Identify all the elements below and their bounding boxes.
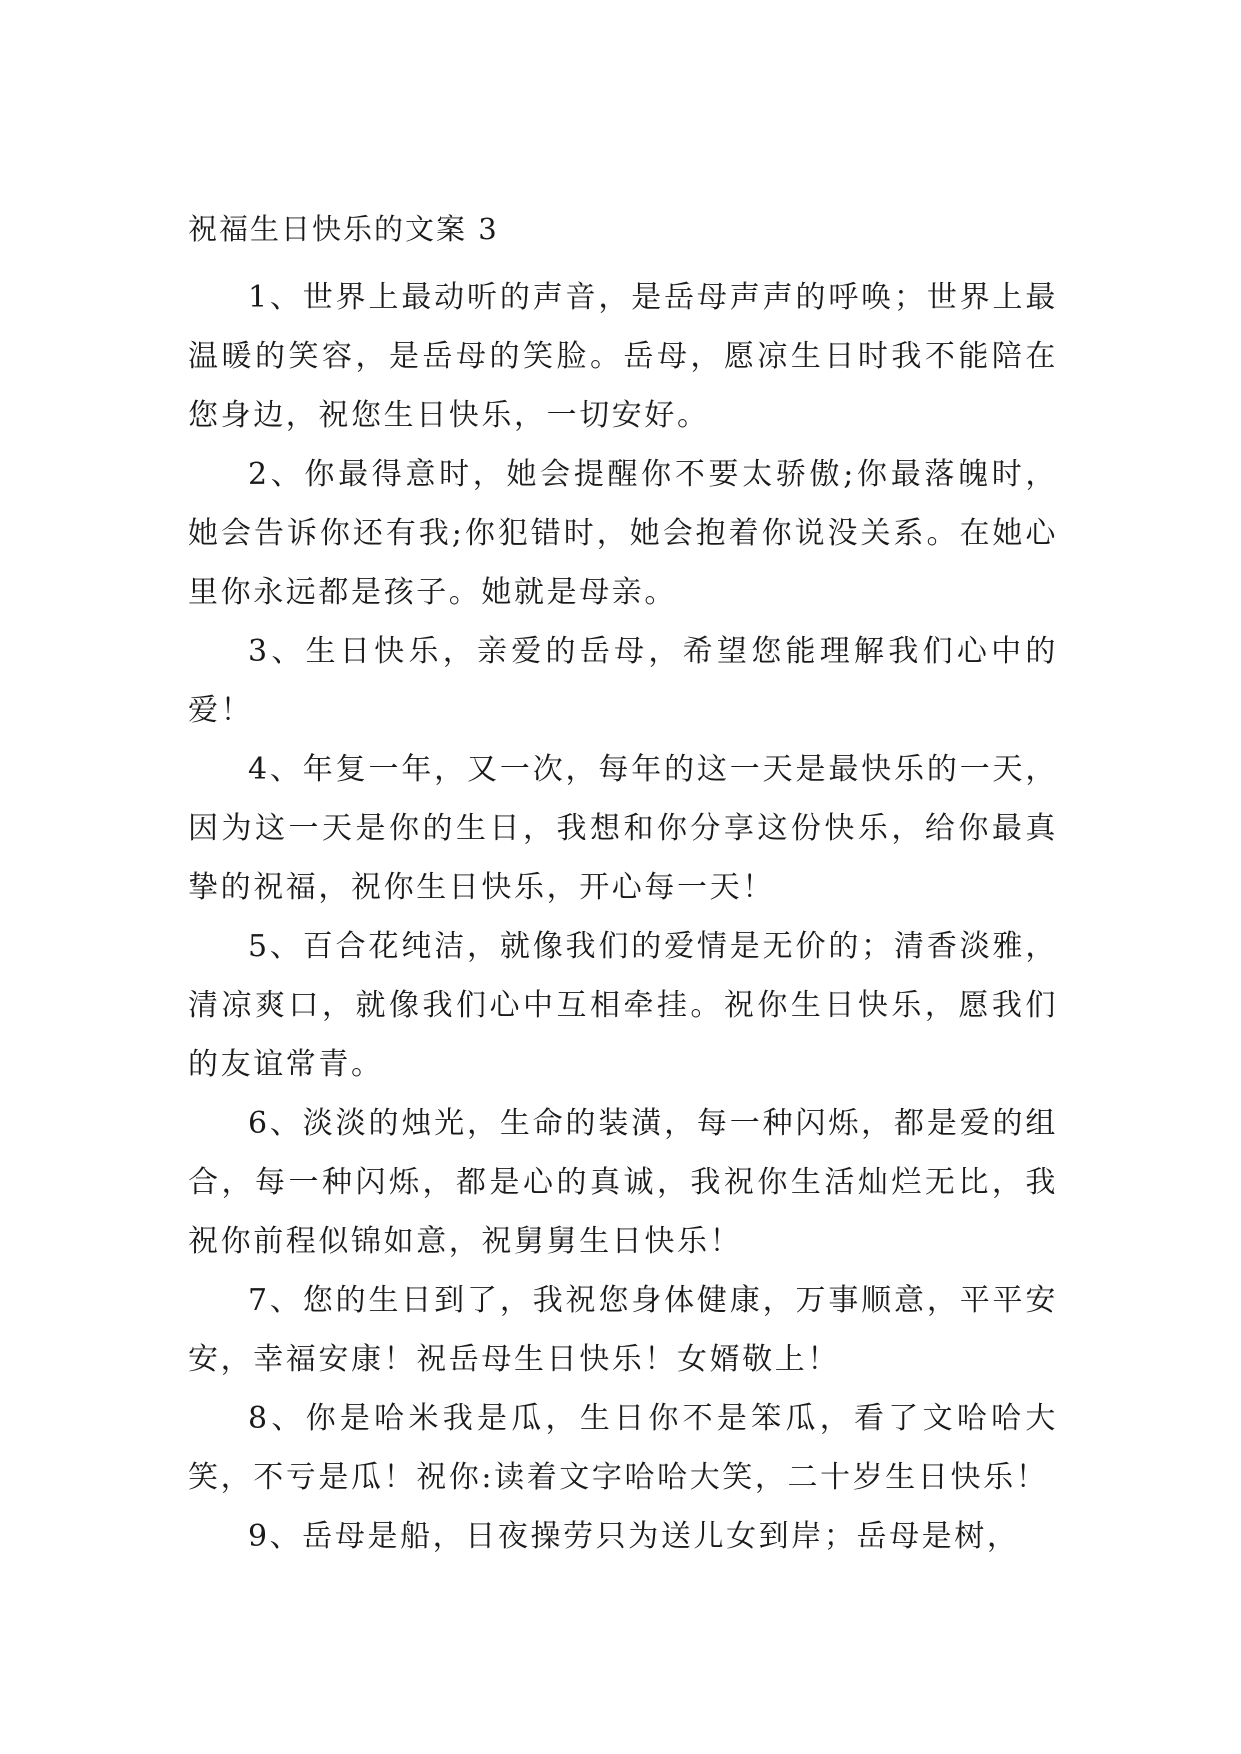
paragraph-5: 5、百合花纯洁，就像我们的爱情是无价的；清香淡雅，清凉爽口，就像我们心中互相牵挂。祝你生日快乐，愿我们的友谊常青。: [188, 929, 1058, 1082]
paragraph-6: 6、淡淡的烛光，生命的装潢，每一种闪烁，都是爱的组合，每一种闪烁，都是心的真诚，我祝你生活灿烂无比，我祝你前程似锦如意，祝舅舅生日快乐！: [188, 1106, 1058, 1259]
document-title: 祝福生日快乐的文案 3: [188, 212, 499, 246]
paragraph-3: 3、生日快乐，亲爱的岳母，希望您能理解我们心中的爱！: [188, 634, 1058, 728]
paragraph-2: 2、你最得意时，她会提醒你不要太骄傲;你最落魄时，她会告诉你还有我;你犯错时，她会抱着你说没关系。在她心里你永远都是孩子。她就是母亲。: [188, 457, 1058, 610]
paragraph-8: 8、你是哈米我是瓜，生日你不是笨瓜，看了文哈哈大笑，不亏是瓜！祝你:读着文字哈哈大笑，二十岁生日快乐！: [188, 1401, 1058, 1495]
paragraph-1: 1、世界上最动听的声音，是岳母声声的呼唤；世界上最温暖的笑容，是岳母的笑脸。岳母，愿凉生日时我不能陪在您身边，祝您生日快乐，一切安好。: [188, 280, 1058, 433]
document-body: [188, 208, 1058, 1566]
paragraph-9: 9、岳母是船，日夜操劳只为送儿女到岸；岳母是树，: [248, 1519, 1020, 1554]
paragraph-4: 4、年复一年，又一次，每年的这一天是最快乐的一天，因为这一天是你的生日，我想和你分享这份快乐，给你最真挚的祝福，祝你生日快乐，开心每一天！: [188, 752, 1058, 905]
paragraph-7: 7、您的生日到了，我祝您身体健康，万事顺意，平平安安，幸福安康！祝岳母生日快乐！女婿敬上！: [188, 1283, 1058, 1377]
